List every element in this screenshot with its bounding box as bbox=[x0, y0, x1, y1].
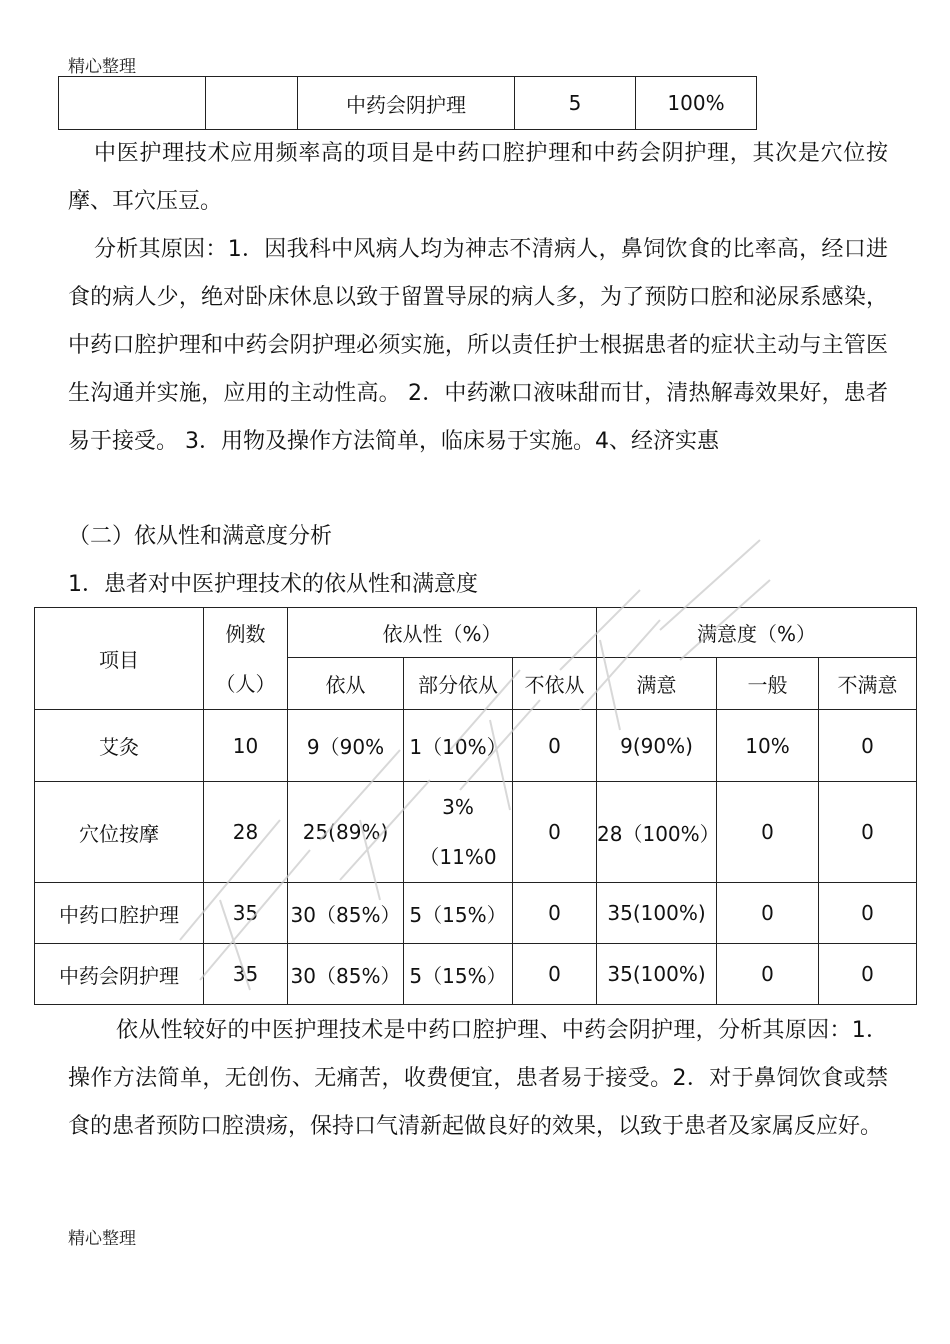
cell-partial: 1（10%） bbox=[404, 710, 513, 782]
cell-partial bbox=[404, 782, 513, 883]
cell-item: 穴位按摩 bbox=[35, 782, 204, 883]
cell-unsatisfied: 0 bbox=[819, 944, 917, 1005]
cell-item: 中药口腔护理 bbox=[35, 883, 204, 944]
cell-noncomply: 0 bbox=[513, 944, 597, 1005]
header-compliance: 依从性（%） bbox=[288, 608, 597, 658]
cell-satisfied: 35(100%) bbox=[597, 944, 717, 1005]
section-title-compliance: （二）依从性和满意度分析 bbox=[68, 524, 333, 549]
table-caption: 1．患者对中医护理技术的依从性和满意度 bbox=[68, 572, 478, 597]
cell-comply: 25(89%) bbox=[288, 782, 404, 883]
cell-satisfied: 28（100%） bbox=[597, 782, 717, 883]
cell-comply: 30（85%） bbox=[288, 944, 404, 1005]
subheader-cell: 不依从 bbox=[513, 658, 597, 710]
table-cell: 5 bbox=[515, 77, 636, 130]
cell-comply: 30（85%） bbox=[288, 883, 404, 944]
table-header-row bbox=[35, 608, 917, 658]
table-row bbox=[59, 77, 757, 130]
paragraph-usage-frequency: 中医护理技术应用频率高的项目是中药口腔护理和中药会阴护理，其次是穴位按摩、耳穴压豆。 bbox=[68, 141, 888, 214]
cell-normal: 0 bbox=[717, 944, 819, 1005]
header-count bbox=[204, 608, 288, 710]
table-cell bbox=[206, 77, 298, 130]
cell-comply: 9（90% bbox=[288, 710, 404, 782]
paragraph-reason-analysis: 分析其原因：1．因我科中风病人均为神志不清病人，鼻饲饮食的比率高，经口进食的病人少，绝对卧床休息以致于留置导尿的病人多，为了预防口腔和泌尿系感染，中药口腔护理和中药会阴护理必须实施，所以责任护士根据患者的症状主动与主管医生沟通并实施，应用的主动性高。 2．中药漱口液味甜而甘，清热解毒效果好，患者易于接受。 3．用物及操作方法简单，临床易于实施。4、经济实惠 bbox=[68, 237, 888, 454]
cell-satisfied: 9(90%) bbox=[597, 710, 717, 782]
cell-count: 10 bbox=[204, 710, 288, 782]
cell-noncomply: 0 bbox=[513, 710, 597, 782]
page-footer: 精心整理 bbox=[68, 1229, 136, 1249]
subheader-cell: 不满意 bbox=[819, 658, 917, 710]
cell-count: 35 bbox=[204, 883, 288, 944]
table-row bbox=[35, 710, 917, 782]
header-count-line2: （人） bbox=[215, 671, 276, 696]
header-count-line1: 例数 bbox=[225, 621, 266, 646]
table-cell: 中药会阴护理 bbox=[298, 77, 515, 130]
cell-count: 35 bbox=[204, 944, 288, 1005]
table-row bbox=[35, 883, 917, 944]
cell-noncomply: 0 bbox=[513, 883, 597, 944]
paragraph-compliance-analysis: 依从性较好的中医护理技术是中药口腔护理、中药会阴护理，分析其原因：1．操作方法简单，无创伤、无痛苦，收费便宜，患者易于接受。2．对于鼻饲饮食或禁食的患者预防口腔溃疡，保持口气清新起做良好的效果，以致于患者及家属反应好。 bbox=[68, 1018, 888, 1139]
cell-normal: 0 bbox=[717, 883, 819, 944]
cell-partial: 5（15%） bbox=[404, 944, 513, 1005]
table-cell: 100% bbox=[636, 77, 757, 130]
cell-partial-line2: （11%0 bbox=[419, 845, 497, 869]
cell-unsatisfied: 0 bbox=[819, 710, 917, 782]
cell-normal: 10% bbox=[717, 710, 819, 782]
subheader-cell: 一般 bbox=[717, 658, 819, 710]
table-row bbox=[35, 782, 917, 883]
cell-satisfied: 35(100%) bbox=[597, 883, 717, 944]
cell-noncomply: 0 bbox=[513, 782, 597, 883]
cell-count: 28 bbox=[204, 782, 288, 883]
page-header: 精心整理 bbox=[68, 57, 136, 77]
subheader-cell: 依从 bbox=[288, 658, 404, 710]
table-row bbox=[35, 944, 917, 1005]
header-satisfaction: 满意度（%） bbox=[597, 608, 917, 658]
cell-item: 艾灸 bbox=[35, 710, 204, 782]
cell-normal: 0 bbox=[717, 782, 819, 883]
subheader-cell: 满意 bbox=[597, 658, 717, 710]
top-table-fragment bbox=[58, 76, 757, 130]
cell-unsatisfied: 0 bbox=[819, 782, 917, 883]
cell-unsatisfied: 0 bbox=[819, 883, 917, 944]
subheader-cell: 部分依从 bbox=[404, 658, 513, 710]
table-cell bbox=[59, 77, 206, 130]
compliance-satisfaction-table bbox=[34, 607, 917, 1005]
cell-item: 中药会阴护理 bbox=[35, 944, 204, 1005]
header-item: 项目 bbox=[35, 608, 204, 710]
cell-partial: 5（15%） bbox=[404, 883, 513, 944]
cell-partial-line1: 3% bbox=[442, 795, 474, 819]
